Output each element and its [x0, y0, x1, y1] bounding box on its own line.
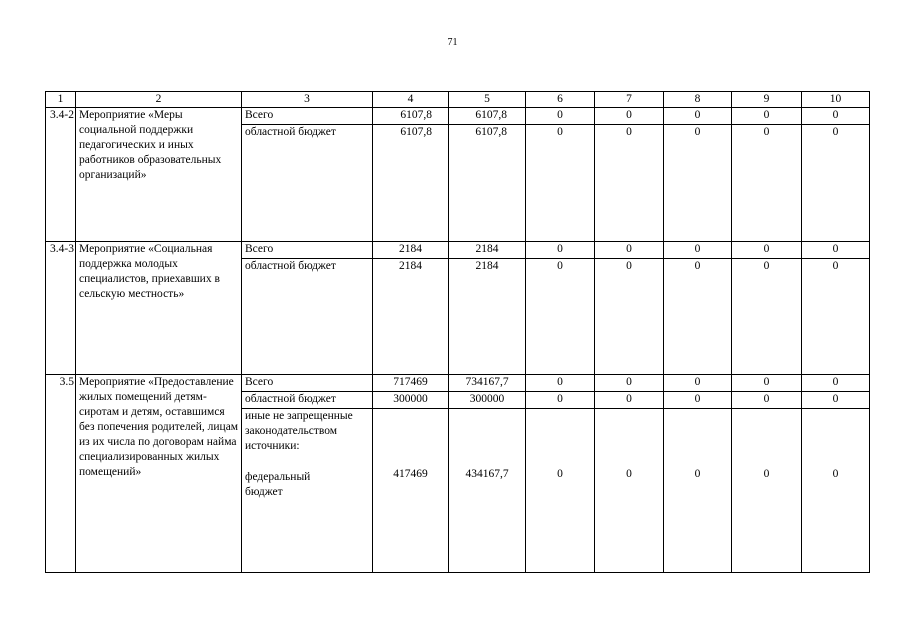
value-cell: 0	[526, 259, 595, 375]
spacer	[245, 454, 370, 470]
value-cell: 0	[664, 409, 732, 573]
value-cell: 2184	[373, 259, 449, 375]
value-cell: 0	[526, 125, 595, 242]
value-cell: 0	[526, 392, 595, 409]
value-cell: 0	[732, 259, 802, 375]
header-cell: 7	[595, 92, 664, 108]
value-cell: 0	[595, 409, 664, 573]
value-cell: 0	[732, 108, 802, 125]
value-cell: 734167,7	[449, 375, 526, 392]
value-cell: 2184	[449, 259, 526, 375]
value-cell: 2184	[449, 242, 526, 259]
row-name: Мероприятие «Предоставление жилых помещений детям-сиротам и детям, оставшимся без попечения родителей, лицам из их числа по договорам найма специализированных жилых помещений»	[76, 375, 242, 573]
value-cell: 6107,8	[449, 125, 526, 242]
value-cell: 0	[802, 125, 870, 242]
header-cell: 4	[373, 92, 449, 108]
value-cell: 6107,8	[373, 108, 449, 125]
value-cell: 0	[664, 125, 732, 242]
header-cell: 3	[242, 92, 373, 108]
header-cell: 10	[802, 92, 870, 108]
header-cell: 5	[449, 92, 526, 108]
funding-source: областной бюджет	[242, 125, 373, 242]
value-cell: 2184	[373, 242, 449, 259]
header-cell: 8	[664, 92, 732, 108]
value-cell: 6107,8	[373, 125, 449, 242]
value-cell: 417469	[373, 409, 449, 573]
header-cell: 9	[732, 92, 802, 108]
header-cell: 2	[76, 92, 242, 108]
value-cell: 717469	[373, 375, 449, 392]
value-cell: 0	[802, 108, 870, 125]
row-name: Мероприятие «Социальная поддержка молодых специалистов, приехавших в сельскую местность»	[76, 242, 242, 375]
value-cell: 0	[802, 409, 870, 573]
value-cell: 0	[802, 242, 870, 259]
value-cell: 0	[664, 108, 732, 125]
value-cell: 0	[732, 409, 802, 573]
value-cell: 0	[595, 125, 664, 242]
value-cell: 0	[526, 108, 595, 125]
value-cell: 6107,8	[449, 108, 526, 125]
header-cell: 1	[46, 92, 76, 108]
funding-source: областной бюджет	[242, 259, 373, 375]
value-cell: 0	[732, 242, 802, 259]
value-cell: 0	[595, 242, 664, 259]
funding-source	[242, 409, 373, 573]
value-cell: 0	[802, 375, 870, 392]
funding-source: Всего	[242, 108, 373, 125]
table-row	[46, 108, 870, 125]
table-row	[46, 242, 870, 259]
value-cell: 0	[526, 409, 595, 573]
value-cell: 300000	[449, 392, 526, 409]
row-id: 3.4-2	[46, 108, 76, 242]
row-id: 3.4-3	[46, 242, 76, 375]
value-cell: 0	[595, 108, 664, 125]
funding-source: Всего	[242, 242, 373, 259]
budget-table	[45, 91, 870, 573]
value-cell: 0	[595, 259, 664, 375]
source-note: иные не запрещенные законодательством источники:	[245, 410, 353, 452]
value-cell: 0	[595, 375, 664, 392]
value-cell: 0	[802, 392, 870, 409]
header-cell: 6	[526, 92, 595, 108]
value-cell: 0	[802, 259, 870, 375]
page-number: 71	[447, 37, 458, 48]
value-cell: 0	[664, 242, 732, 259]
source-label: федеральный бюджет	[245, 471, 311, 498]
value-cell: 0	[732, 392, 802, 409]
row-id: 3.5	[46, 375, 76, 573]
funding-source: Всего	[242, 375, 373, 392]
value-cell: 0	[526, 242, 595, 259]
value-cell: 434167,7	[449, 409, 526, 573]
value-cell: 300000	[373, 392, 449, 409]
value-cell: 0	[526, 375, 595, 392]
funding-source: областной бюджет	[242, 392, 373, 409]
table-row	[46, 375, 870, 392]
value-cell: 0	[732, 375, 802, 392]
table-header-row	[46, 92, 870, 108]
value-cell: 0	[664, 392, 732, 409]
row-name: Мероприятие «Меры социальной поддержки педагогических и иных работников образовательных организаций»	[76, 108, 242, 242]
value-cell: 0	[664, 375, 732, 392]
value-cell: 0	[595, 392, 664, 409]
value-cell: 0	[732, 125, 802, 242]
value-cell: 0	[664, 259, 732, 375]
